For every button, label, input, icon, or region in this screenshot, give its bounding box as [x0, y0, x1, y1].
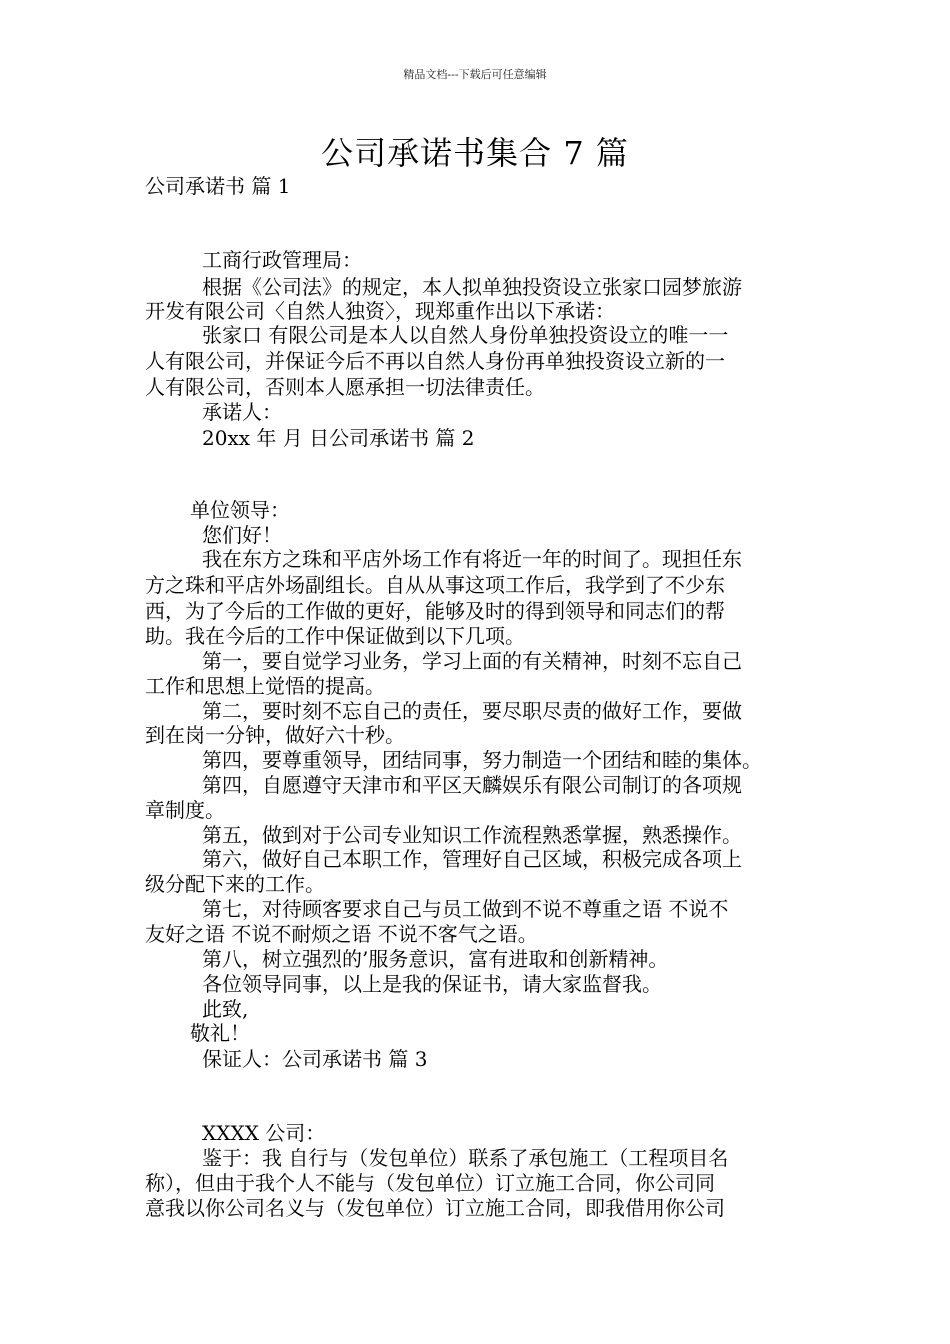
text-line: 我在东方之珠和平店外场工作有将近一年的时间了。现担任东 — [202, 547, 742, 571]
text-line: 方之珠和平店外场副组长。自从从事这项工作后，我学到了不少东 — [145, 573, 725, 597]
text-line: 根据《公司法》的规定，本人拟单独投资设立张家口园梦旅游 — [202, 275, 742, 299]
text-line: 助。我在今后的工作中保证做到以下几项。 — [145, 624, 525, 648]
text-line: 到在岗一分钟，做好六十秒。 — [145, 723, 405, 747]
section-heading: 公司承诺书 篇 1 — [145, 174, 291, 198]
text-line: 级分配下来的工作。 — [145, 872, 325, 896]
text-line: 敬礼！ — [190, 1021, 250, 1045]
page-title: 公司承诺书集合 7 篇 — [321, 134, 629, 172]
text-line: 开发有限公司〈自然人独资〉，现郑重作出以下承诺： — [145, 299, 615, 323]
text-line: 人有限公司，并保证今后不再以自然人身份再单独投资设立新的一 — [145, 349, 725, 373]
text-line: 您们好！ — [202, 523, 282, 547]
text-line: 人有限公司，否则本人愿承担一切法律责任。 — [145, 375, 545, 399]
text-line: 单位领导： — [190, 498, 290, 522]
text-line: 第一，要自觉学习业务，学习上面的有关精神，时刻不忘自己 — [202, 649, 742, 673]
text-line: 西，为了今后的工作做的更好，能够及时的得到领导和同志们的帮 — [145, 599, 725, 623]
text-line: 各位领导同事，以上是我的保证书，请大家监督我。 — [202, 972, 662, 996]
text-line: 工作和思想上觉悟的提高。 — [145, 674, 385, 698]
text-line: 承诺人： — [202, 400, 282, 424]
text-line: 第七，对待顾客要求自己与员工做到不说不尊重之语 不说不 — [202, 897, 729, 921]
text-line: 工商行政管理局： — [202, 248, 362, 272]
text-line: 第二，要时刻不忘自己的责任，要尽职尽责的做好工作，要做 — [202, 699, 742, 723]
text-line: 此致, — [202, 997, 249, 1021]
text-line: XXXX 公司： — [202, 1121, 326, 1145]
text-line: 20xx 年 月 日公司承诺书 篇 2 — [202, 426, 475, 450]
text-line: 鉴于：我 自行与（发包单位）联系了承包施工（工程项目名 — [202, 1146, 729, 1170]
text-line: 友好之语 不说不耐烦之语 不说不客气之语。 — [145, 922, 538, 946]
text-line: 保证人：公司承诺书 篇 3 — [202, 1047, 428, 1071]
text-line: 称），但由于我个人不能与（发包单位）订立施工合同，你公司同 — [145, 1171, 715, 1195]
text-line: 第八，树立强烈的’服务意识，富有进取和创新精神。 — [202, 947, 669, 971]
text-line: 意我以你公司名义与（发包单位）订立施工合同，即我借用你公司 — [145, 1196, 725, 1220]
header-note: 精品文档---下载后可任意编辑 — [403, 68, 547, 81]
text-line: 第六，做好自己本职工作，管理好自己区域，积极完成各项上 — [202, 847, 742, 871]
text-line: 张家口 有限公司是本人以自然人身份单独投资设立的唯一一 — [202, 323, 729, 347]
text-line: 第四，要尊重领导，团结同事，努力制造一个团结和睦的集体。 — [202, 748, 762, 772]
text-line: 第五，做到对于公司专业知识工作流程熟悉掌握，熟悉操作。 — [202, 823, 742, 847]
text-line: 第四，自愿遵守天津市和平区天麟娱乐有限公司制订的各项规 — [202, 773, 742, 797]
text-line: 章制度。 — [145, 798, 225, 822]
